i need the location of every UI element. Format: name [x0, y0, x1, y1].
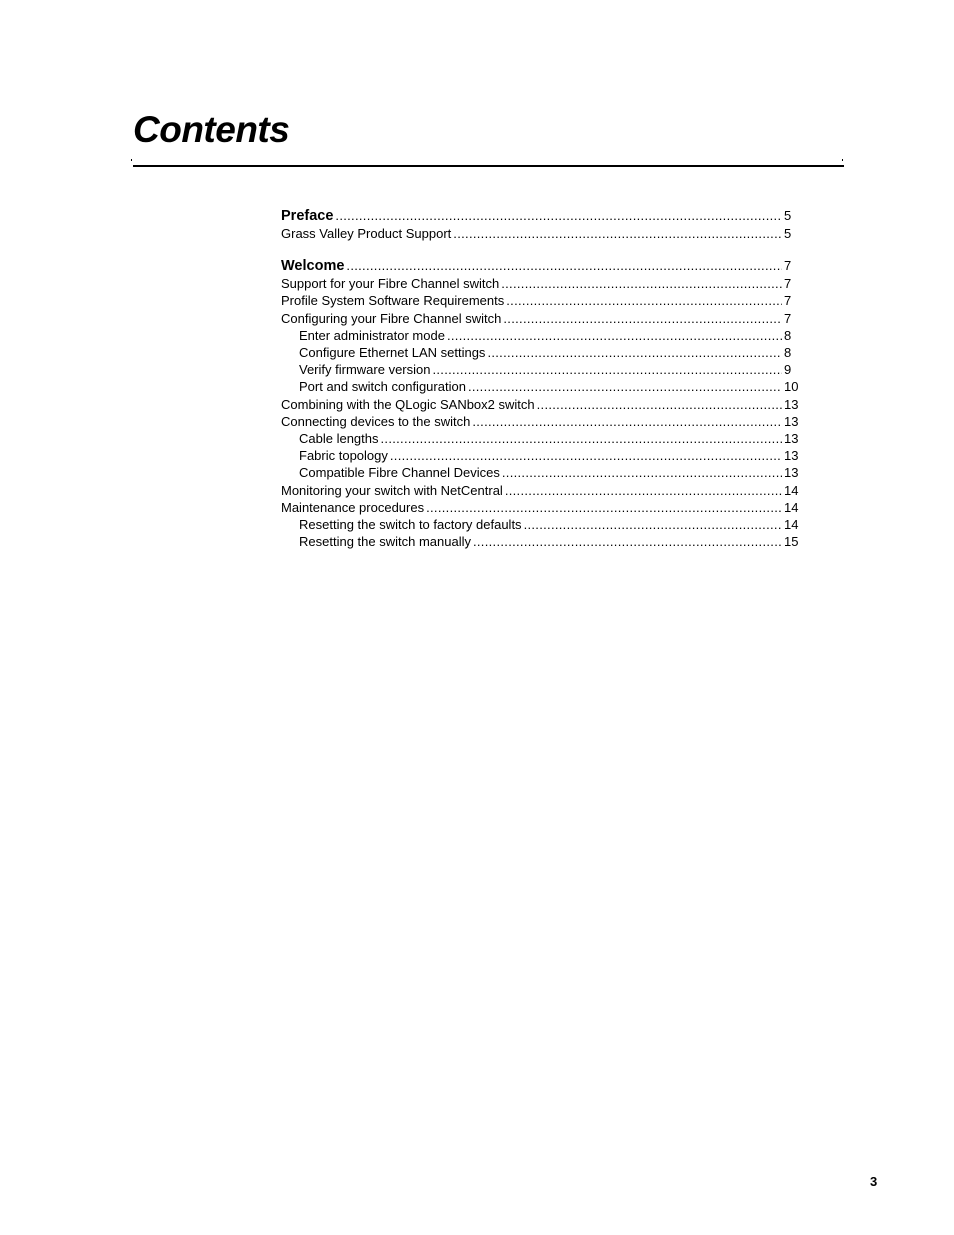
- toc-heading-label: Welcome: [281, 258, 345, 275]
- toc-page-number: 8: [784, 327, 792, 343]
- toc-entry-label: Profile System Software Requirements: [281, 293, 505, 309]
- dot-leader: [472, 413, 782, 430]
- toc-heading[interactable]: [281, 257, 802, 275]
- toc-entry-label: Grass Valley Product Support: [281, 226, 452, 241]
- dot-leader: [505, 482, 782, 499]
- toc-subentry[interactable]: [281, 327, 802, 344]
- toc-page-number: 7: [784, 258, 792, 274]
- toc-entry[interactable]: [281, 225, 802, 242]
- toc-entry-label: Fabric topology: [299, 448, 388, 464]
- dot-leader: [381, 430, 783, 447]
- toc-subentry[interactable]: [281, 464, 802, 481]
- toc-subentry[interactable]: [281, 378, 802, 395]
- toc-entry-label: Compatible Fibre Channel Devices: [299, 465, 500, 481]
- dot-leader: [524, 516, 782, 533]
- toc-heading-label: Preface: [281, 208, 334, 224]
- toc-page-number: 8: [784, 345, 792, 361]
- toc-subentry[interactable]: [281, 361, 802, 378]
- toc-page-number: 15: [784, 534, 799, 550]
- dot-leader: [453, 225, 782, 242]
- dot-leader: [473, 533, 782, 550]
- dot-leader: [503, 310, 782, 327]
- dot-leader: [447, 327, 782, 344]
- toc-page-number: 13: [784, 465, 799, 481]
- rule-tick-left: [131, 159, 132, 161]
- toc-entry[interactable]: [281, 275, 802, 292]
- toc-heading[interactable]: [281, 207, 802, 225]
- dot-leader: [426, 499, 782, 516]
- dot-leader: [390, 447, 782, 464]
- page-title: Contents: [133, 109, 290, 150]
- toc-entry-label: Maintenance procedures: [281, 499, 425, 515]
- dot-leader: [468, 378, 782, 395]
- toc-entry-label: Verify firmware version: [299, 362, 431, 378]
- dot-leader: [502, 464, 782, 481]
- toc-subentry[interactable]: [281, 533, 802, 550]
- toc-page-number: 13: [784, 396, 799, 412]
- toc-page-number: 13: [784, 431, 799, 447]
- toc-page-number: 5: [784, 226, 792, 241]
- page-number: 3: [870, 1174, 878, 1189]
- toc-subentry[interactable]: [281, 516, 802, 533]
- toc-entry-label: Enter administrator mode: [299, 327, 445, 343]
- toc-entry-label: Configure Ethernet LAN settings: [299, 345, 486, 361]
- toc-page-number: 14: [784, 499, 799, 515]
- title-rule: [133, 165, 844, 167]
- toc-entry-label: Resetting the switch to factory defaults: [299, 517, 522, 533]
- toc-subentry[interactable]: [281, 430, 802, 447]
- toc-page-number: 13: [784, 448, 799, 464]
- toc-section-preface: [281, 207, 802, 242]
- toc-section-welcome: [281, 257, 802, 550]
- dot-leader: [501, 275, 782, 292]
- toc-page-number: 9: [784, 362, 792, 378]
- toc-entry-label: Cable lengths: [299, 431, 379, 447]
- dot-leader: [432, 361, 782, 378]
- toc-entry-label: Port and switch configuration: [299, 379, 466, 395]
- toc-entry[interactable]: [281, 310, 802, 327]
- toc-entry-label: Monitoring your switch with NetCentral: [281, 482, 503, 498]
- toc-page-number: 7: [784, 293, 792, 309]
- toc-page-number: 13: [784, 413, 799, 429]
- toc-entry-label: Connecting devices to the switch: [281, 413, 471, 429]
- toc-entry-label: Support for your Fibre Channel switch: [281, 276, 500, 292]
- toc-entry-label: Configuring your Fibre Channel switch: [281, 310, 502, 326]
- toc-page-number: 14: [784, 517, 799, 533]
- toc-entry-label: Combining with the QLogic SANbox2 switch: [281, 396, 535, 412]
- toc-page-number: 5: [784, 208, 792, 223]
- toc-entry[interactable]: [281, 396, 802, 413]
- rule-tick-right: [842, 159, 843, 161]
- dot-leader: [487, 344, 782, 361]
- toc-entry-label: Resetting the switch manually: [299, 534, 471, 550]
- dot-leader: [506, 292, 782, 309]
- table-of-contents: [281, 207, 802, 565]
- toc-page-number: 10: [784, 379, 799, 395]
- toc-page-number: 7: [784, 310, 792, 326]
- toc-subentry[interactable]: [281, 344, 802, 361]
- toc-entry[interactable]: [281, 482, 802, 499]
- dot-leader: [346, 257, 782, 275]
- toc-entry[interactable]: [281, 413, 802, 430]
- dot-leader: [335, 207, 782, 225]
- toc-entry[interactable]: [281, 292, 802, 309]
- dot-leader: [537, 396, 782, 413]
- toc-page-number: 14: [784, 482, 799, 498]
- toc-entry[interactable]: [281, 499, 802, 516]
- toc-page-number: 7: [784, 276, 792, 292]
- toc-subentry[interactable]: [281, 447, 802, 464]
